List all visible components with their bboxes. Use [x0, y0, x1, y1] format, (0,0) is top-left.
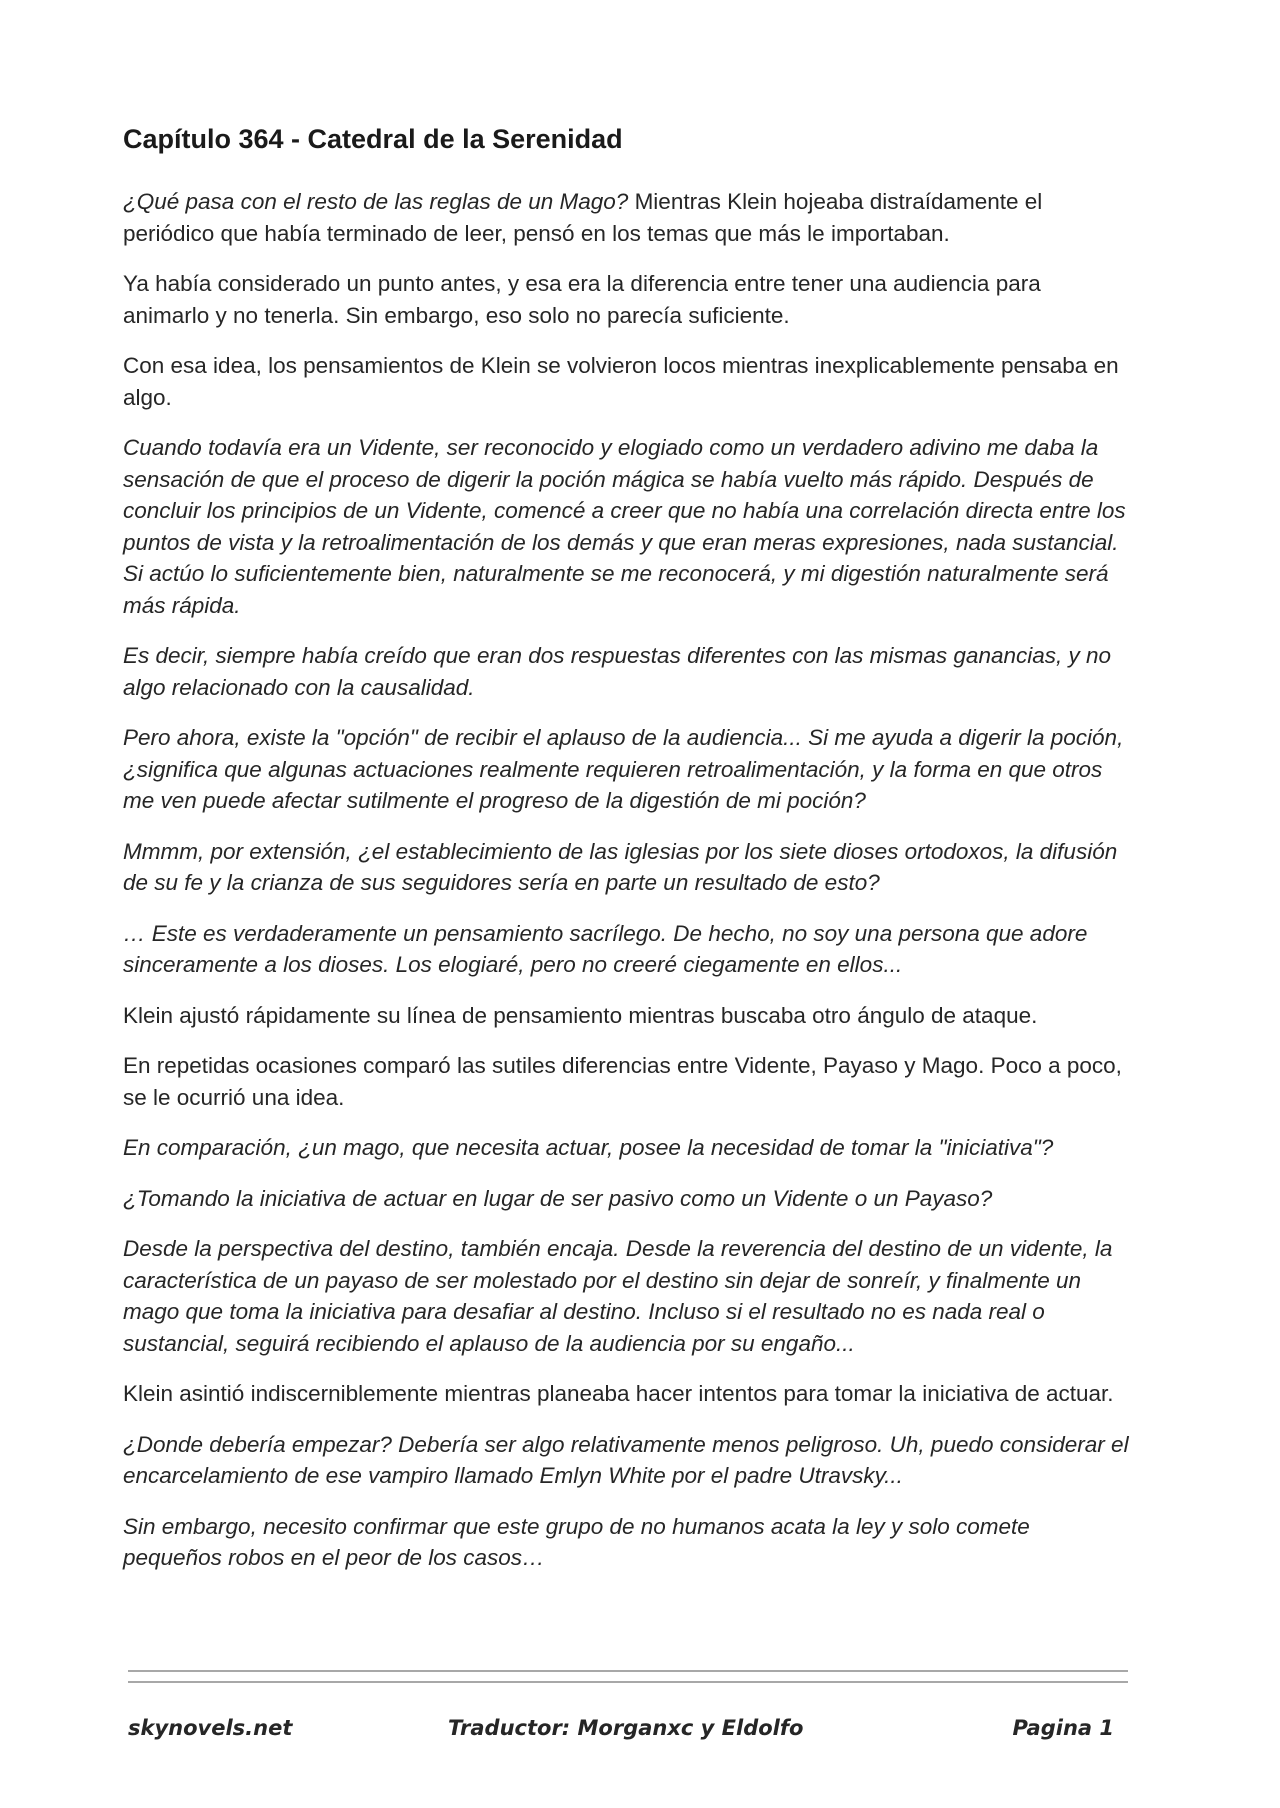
paragraph: Klein ajustó rápidamente su línea de pensamiento mientras buscaba otro ángulo de ataque.: [123, 1002, 1038, 1028]
chapter-title: Capítulo 364 - Catedral de la Serenidad: [123, 124, 623, 154]
paragraph: ¿Tomando la iniciativa de actuar en lugar de ser pasivo como un Vidente o un Payaso?: [123, 1185, 993, 1211]
footer-translator: Traductor: Morganxc y Eldolfo: [448, 1716, 804, 1740]
paragraph-text: Mientras Klein hojeaba distraídamente el periódico que había terminado de leer, pensó en los temas que más le importaban.: [123, 189, 1043, 246]
paragraph: Ya había considerado un punto antes, y esa era la diferencia entre tener una audiencia para animarlo y no tenerla. Sin embargo, eso solo no parecía suficiente.: [123, 271, 1041, 328]
divider-line: [128, 1670, 1128, 1672]
paragraph: En comparación, ¿un mago, que necesita actuar, posee la necesidad de tomar la "iniciativa"?: [123, 1135, 1054, 1160]
paragraph: Sin embargo, necesito confirmar que este grupo de no humanos acata la ley y solo comete pequeños robos en el peor de los casos…: [123, 1513, 1030, 1570]
footer-divider: [128, 1670, 1128, 1692]
paragraph: Klein asintió indiscerniblemente mientras planeaba hacer intentos para tomar la iniciativa de actuar.: [123, 1381, 1114, 1406]
paragraph: [123, 186, 1133, 249]
paragraph: Desde la perspectiva del destino, también encaja. Desde la reverencia del destino de un vidente, la característica de un payaso de ser molestado por el destino sin dejar de sonreír, y finalmente un mago que toma la iniciativa para desafiar al destino. Incluso si el resultado no es nada real o sustancial, seguirá recibiendo el aplauso de la audiencia por su engaño...: [123, 1236, 1113, 1356]
paragraph: Mmmm, por extensión, ¿el establecimiento de las iglesias por los siete dioses ortodoxos, la difusión de su fe y la crianza de sus seguidores sería en parte un resultado de esto?: [123, 838, 1118, 895]
chapter-body: [123, 186, 1133, 1593]
page-footer: [128, 1710, 1128, 1750]
paragraph-lead-italic: ¿Qué pasa con el resto de las reglas de un Mago?: [123, 189, 629, 214]
paragraph: … Este es verdaderamente un pensamiento sacrílego. De hecho, no soy una persona que adore sinceramente a los dioses. Los elogiaré, pero no creeré ciegamente en ellos...: [123, 920, 1088, 977]
paragraph: Pero ahora, existe la "opción" de recibir el aplauso de la audiencia... Si me ayuda a digerir la poción, ¿significa que algunas actuaciones realmente requieren retroalimentación, y la forma en que otros me ven puede afectar sutilmente el progreso de la digestión de mi poción?: [123, 725, 1124, 813]
divider-line: [128, 1681, 1128, 1683]
paragraph: Cuando todavía era un Vidente, ser reconocido y elogiado como un verdadero adivino me daba la sensación de que el proceso de digerir la poción mágica se había vuelto más rápido. Después de concluir los principios de un Vidente, comencé a creer que no había una correlación directa entre los puntos de vista y la retroalimentación de los demás y que eran meras expresiones, nada sustancial. Si actúo lo suficientemente bien, naturalmente se me reconocerá, y mi digestión naturalmente será más rápida.: [123, 435, 1126, 618]
paragraph: Con esa idea, los pensamientos de Klein se volvieron locos mientras inexplicablemente pensaba en algo.: [123, 353, 1119, 410]
paragraph: En repetidas ocasiones comparó las sutiles diferencias entre Vidente, Payaso y Mago. Poco a poco, se le ocurrió una idea.: [123, 1053, 1122, 1110]
paragraph: Es decir, siempre había creído que eran dos respuestas diferentes con las mismas ganancias, y no algo relacionado con la causalidad.: [123, 643, 1112, 700]
footer-page-number: Pagina 1: [1012, 1716, 1114, 1740]
footer-site: skynovels.net: [128, 1716, 293, 1740]
paragraph: ¿Donde debería empezar? Debería ser algo relativamente menos peligroso. Uh, puedo considerar el encarcelamiento de ese vampiro llamado Emlyn White por el padre Utravsky...: [123, 1431, 1129, 1488]
